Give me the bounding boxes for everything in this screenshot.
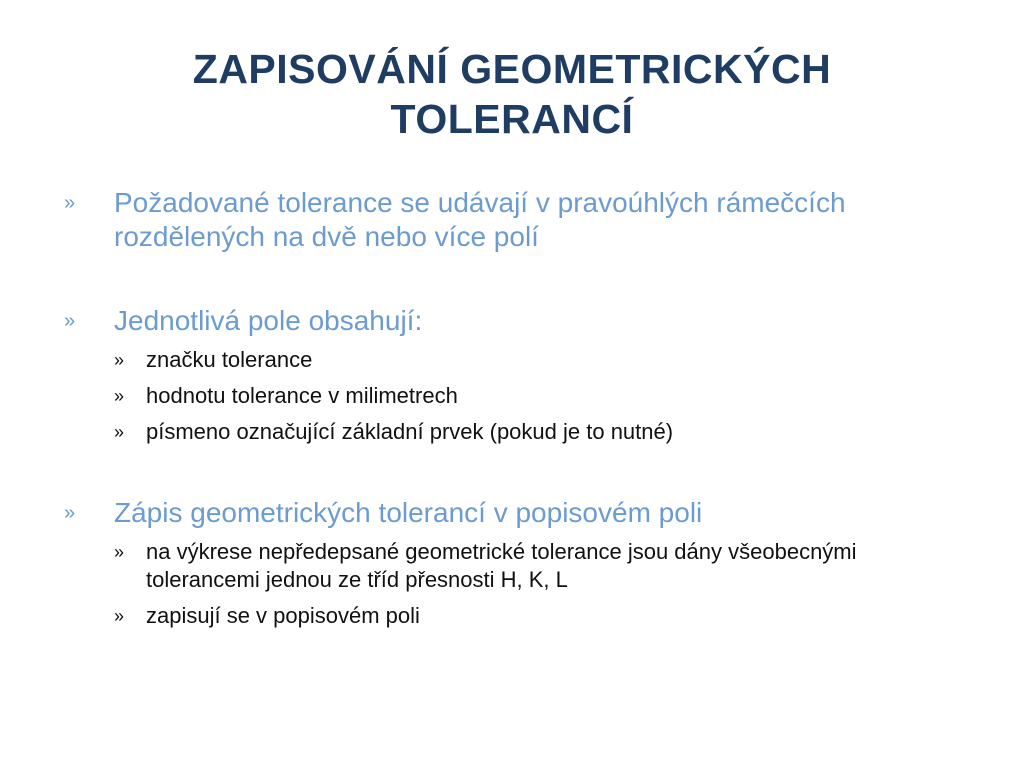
sub-bullet-text: písmeno označující základní prvek (pokud je to nutné) [146,419,674,444]
spacer [60,446,960,496]
title-line-2: TOLERANCÍ [390,96,634,142]
sub-bullet-marker: » [114,542,125,562]
bullet-item [60,186,960,254]
sub-bullet-marker: » [114,422,125,442]
sub-bullet-item [114,346,960,374]
bullet-marker: » [64,310,76,332]
sub-bullet-item [114,538,960,594]
bullet-text: Jednotlivá pole obsahují: [114,305,423,336]
sub-bullet-item [114,382,960,410]
bullet-item [60,304,960,338]
bullet-marker: » [64,502,76,524]
title-line-1: ZAPISOVÁNÍ GEOMETRICKÝCH [192,46,832,92]
sub-bullet-item [114,602,960,630]
bullet-text: Požadované tolerance se udávají v pravoúhlých rámečcích rozdělených na dvě nebo více polí [114,187,846,252]
slide-content [60,186,960,630]
sub-bullet-marker: » [114,386,125,406]
sub-bullet-text: hodnotu tolerance v milimetrech [146,383,458,408]
bullet-marker: » [64,192,76,214]
bullet-text: Zápis geometrických tolerancí v popisovém poli [114,497,703,528]
sub-bullet-text: zapisují se v popisovém poli [146,603,420,628]
sub-bullet-marker: » [114,350,125,370]
sub-bullet-text: na výkrese nepředepsané geometrické tolerance jsou dány všeobecnými tolerancemi jednou ze tříd přesnosti H, K, L [146,539,857,592]
sub-bullet-marker: » [114,606,125,626]
slide-title [80,44,944,144]
sub-bullet-text: značku tolerance [146,347,313,372]
spacer [60,254,960,304]
sub-bullet-item [114,418,960,446]
bullet-item [60,496,960,530]
